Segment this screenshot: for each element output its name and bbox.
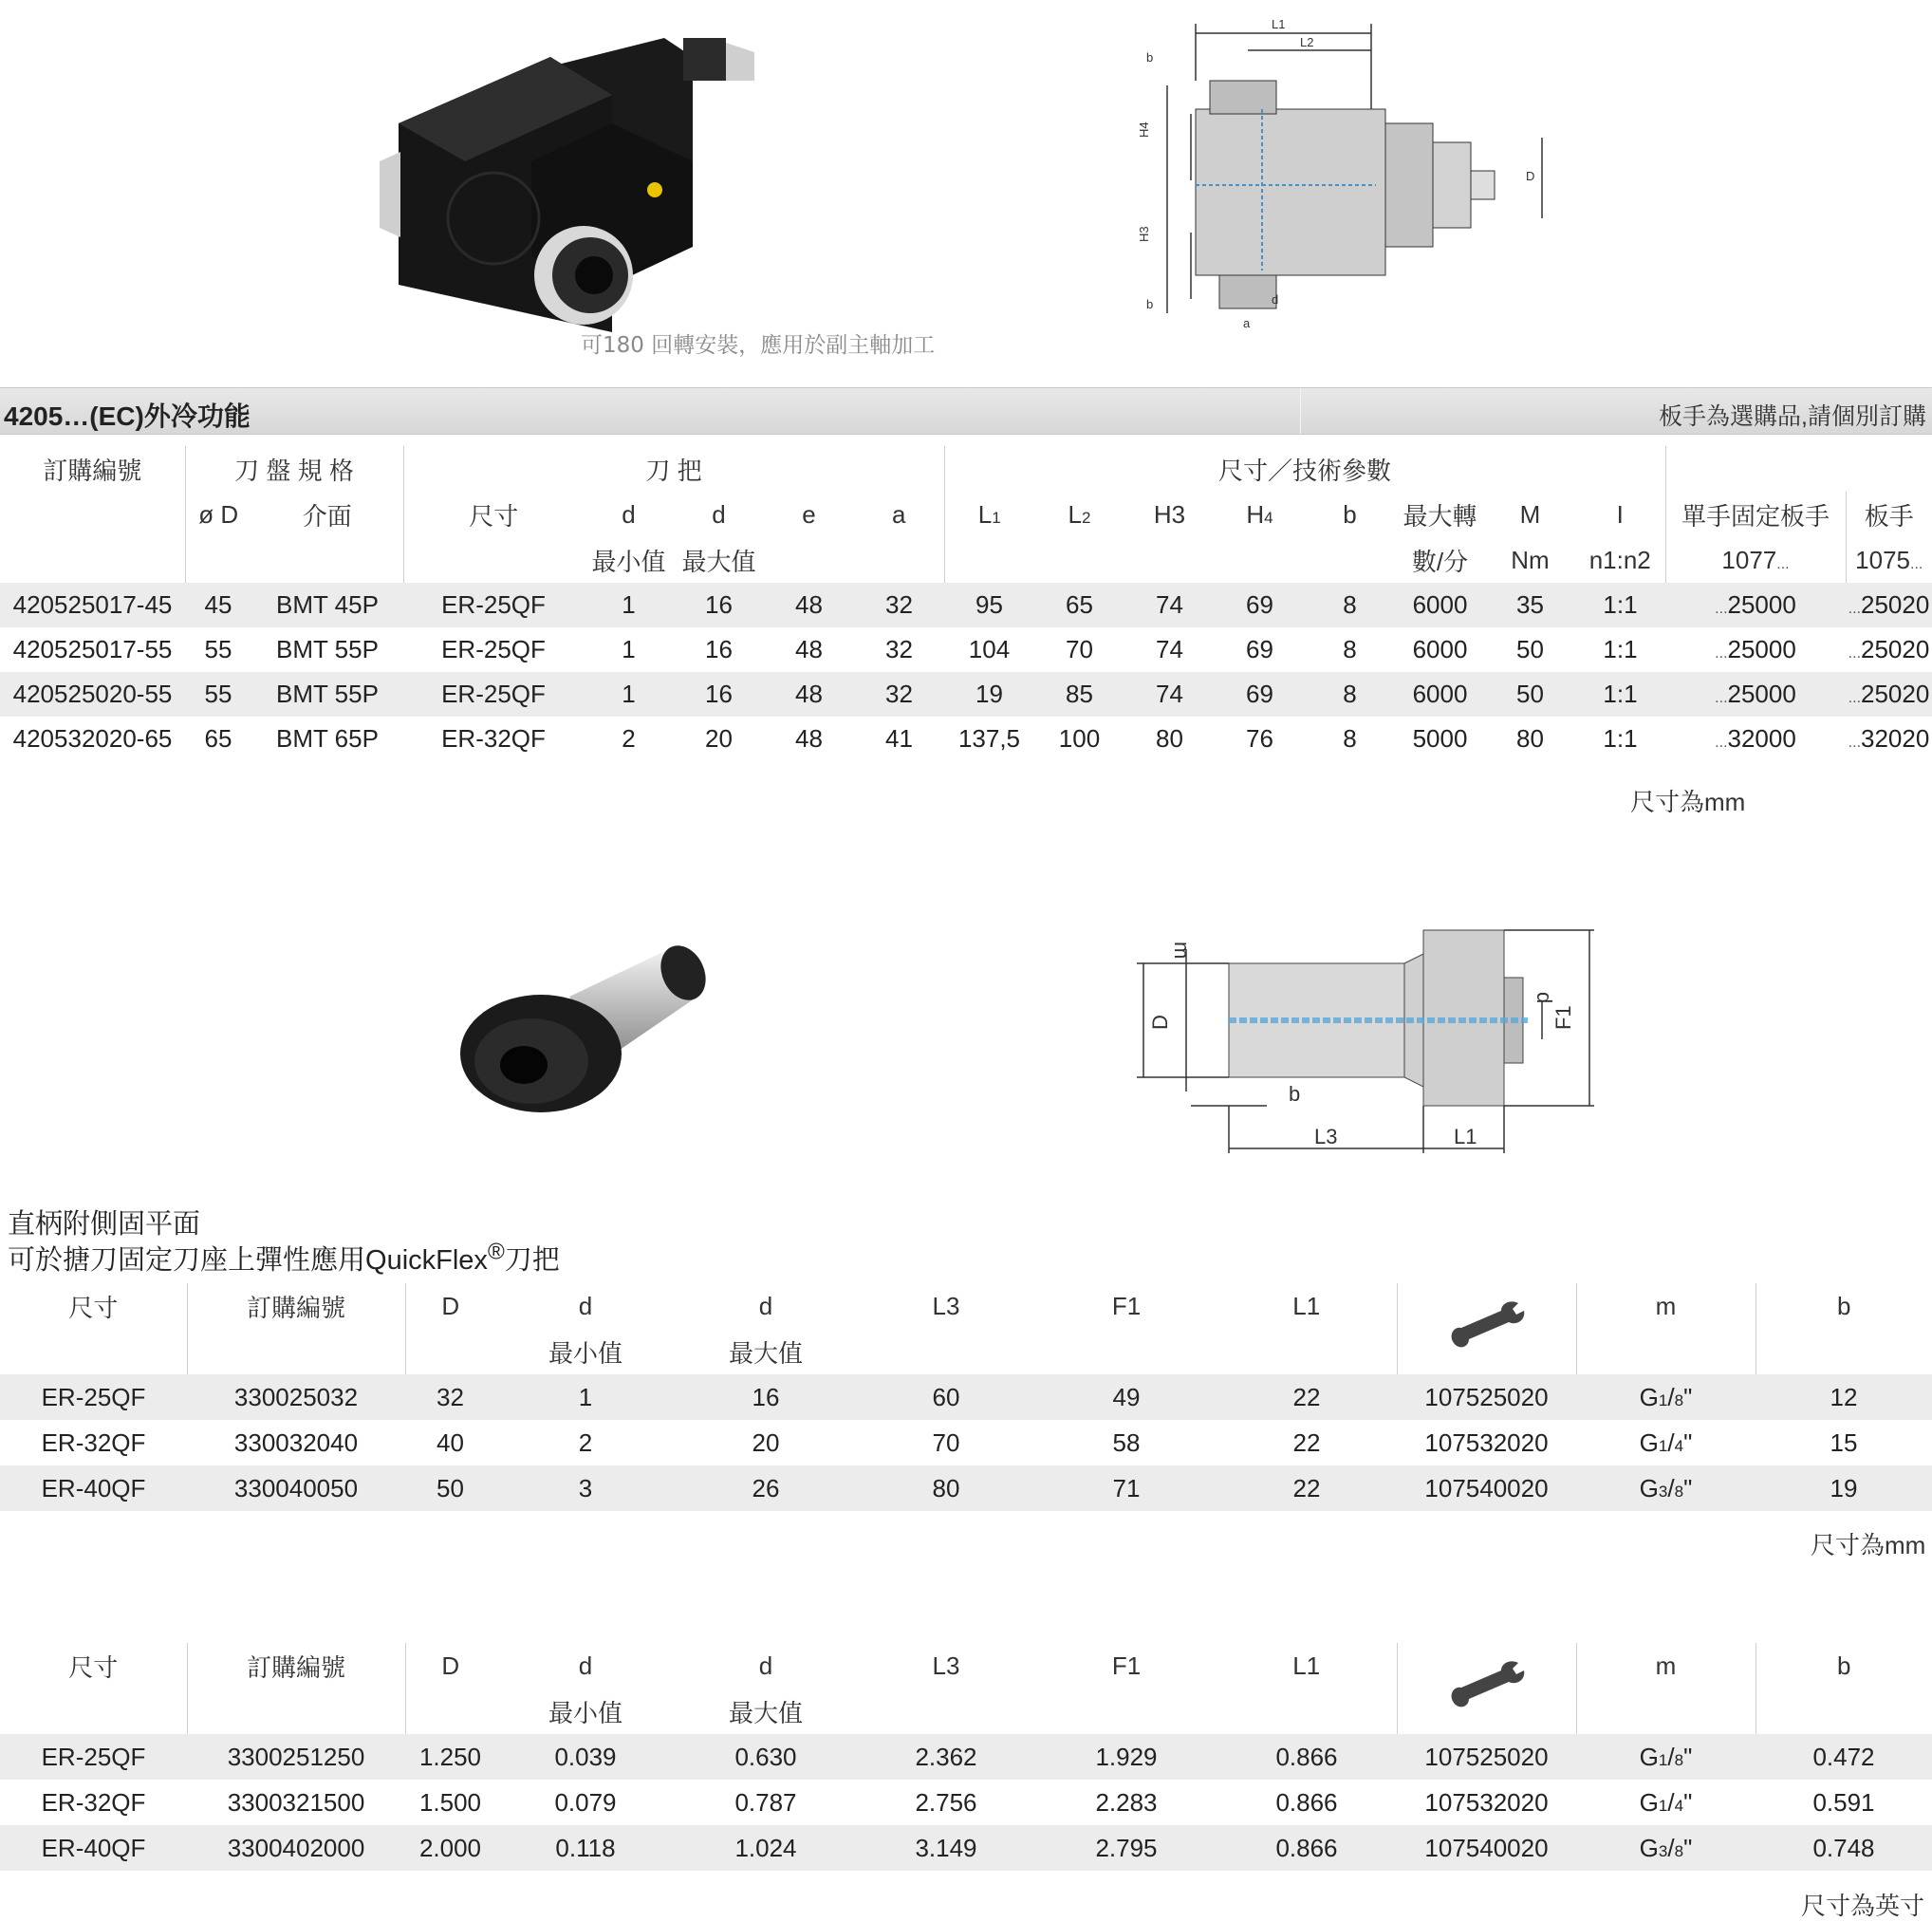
holder-spec-table	[0, 446, 1932, 761]
svg-text:L1: L1	[1272, 17, 1286, 31]
tool-holder-drawing	[1129, 14, 1585, 346]
label-min: 最小值	[591, 547, 666, 576]
col-a: a	[892, 499, 906, 529]
col-wrench2: 板手	[1846, 492, 1932, 537]
col-L2: L2	[1068, 499, 1091, 529]
unit-note-inch: 尺寸為英寸	[1801, 1892, 1925, 1920]
col-order-no: 訂購編號	[43, 456, 142, 485]
section-title: 4205…(EC)外冷功能	[4, 401, 251, 431]
col-phiD: ø D	[185, 492, 251, 537]
label-Nm: Nm	[1511, 545, 1550, 574]
col-size: 尺寸	[403, 492, 584, 537]
col-holder: 刀 把	[403, 446, 944, 492]
svg-text:L1: L1	[1454, 1125, 1477, 1148]
table-row: ER-25QF 3300251250 1.250 0.039 0.630 2.362 1.929 0.866 107525020 G1/8" 0.472	[0, 1734, 1932, 1780]
col-H3: H3	[1153, 499, 1186, 529]
table-row: 420525017-45 45 BMT 45P ER-25QF 1 16 48 32 95 65 74 69 8 6000 35 1:1 ...25000 ...25020	[0, 583, 1932, 627]
svg-text:L3: L3	[1314, 1125, 1338, 1148]
col-turret: 刀 盤 規 格	[185, 446, 403, 492]
label-rpm2: 數/分	[1411, 547, 1469, 576]
desc-line2: 可於搪刀固定刀座上彈性應用QuickFlex®刀把	[8, 1239, 560, 1276]
collet-inch-table: 尺寸 訂購編號 D d d L3 F1 L1 m b 最小值 最大值 ER-25QF 3300251250 1.250 0.039 0.630 2.362 1.929 0.866 107525020 G1/8" 0.472 ER-32QF 3300321500 1.500 0.079 0.787 2.756 2.283 0.866 107532020 G1/4" 0.591 ER-40QF 3300402000 2.000 0.118 1.024 3.149 2.795 0.866 107540020 G3/8" 0.748	[0, 1643, 1932, 1871]
col-e: e	[802, 499, 816, 529]
svg-text:F1: F1	[1551, 1005, 1575, 1030]
table-row: 420525017-55 55 BMT 55P ER-25QF 1 16 48 32 104 70 74 69 8 6000 50 1:1 ...25000 ...25020	[12, 635, 1930, 663]
col-L1: L1	[944, 492, 1034, 537]
label-ratio: n1:n2	[1588, 545, 1651, 574]
table-row: 420532020-65 65 BMT 65P ER-32QF 2 20 48 41 137,5 100 80 76 8 5000 80 1:1 ...32000 ...32020	[12, 724, 1930, 753]
svg-text:b: b	[1146, 50, 1154, 65]
table-row: 420525020-55 55 BMT 55P ER-25QF 1 16 48 32 19 85 74 69 8 6000 50 1:1 ...25000 ...25020	[0, 672, 1932, 717]
unit-note-mm-2: 尺寸為mm	[1811, 1531, 1926, 1559]
collet-holder-drawing	[1110, 911, 1604, 1167]
col-i: I	[1616, 499, 1624, 529]
label-1075: 1075...	[1846, 537, 1932, 583]
col-dmin: d	[622, 499, 636, 529]
col-dmax: d	[712, 499, 726, 529]
col-b: b	[1343, 499, 1357, 529]
wrench-icon	[1397, 1283, 1576, 1374]
svg-text:b: b	[1289, 1082, 1301, 1106]
label-1077: 1077...	[1665, 537, 1846, 583]
svg-text:m: m	[1170, 942, 1194, 960]
table-row: ER-32QF 3300321500 1.500 0.079 0.787 2.756 2.283 0.866 107532020 G1/4" 0.591	[41, 1787, 1875, 1817]
svg-text:a: a	[1243, 316, 1251, 330]
section-header-bar	[0, 387, 1932, 435]
table-row: ER-32QF 330032040 40 2 20 70 58 22 107532020 G1/4" 15	[41, 1428, 1858, 1457]
desc-line1: 直柄附側固平面	[8, 1209, 201, 1240]
table-row: ER-40QF 330040050 50 3 26 80 71 22 107540020 G3/8" 19	[0, 1465, 1932, 1511]
svg-text:D: D	[1148, 1015, 1172, 1030]
wrench-note: 板手為選購品,請個別訂購	[1659, 403, 1926, 430]
svg-text:H4: H4	[1137, 121, 1151, 138]
table-row: ER-40QF 3300402000 2.000 0.118 1.024 3.149 2.795 0.866 107540020 G3/8" 0.748	[0, 1825, 1932, 1871]
col-M: M	[1519, 499, 1541, 529]
svg-text:L2: L2	[1300, 35, 1314, 49]
svg-text:d: d	[1533, 992, 1556, 1004]
svg-text:d: d	[1272, 292, 1279, 307]
label-max: 最大值	[681, 547, 756, 576]
wrench-icon	[1397, 1643, 1576, 1734]
svg-text:b: b	[1146, 297, 1154, 311]
figure-caption: 可180 回轉安裝，應用於副主軸加工	[581, 333, 936, 358]
collet-holder-photo	[455, 940, 712, 1167]
svg-text:H3: H3	[1137, 226, 1151, 242]
col-H4: H4	[1246, 499, 1273, 529]
unit-note-mm: 尺寸為mm	[1630, 788, 1746, 816]
table-row: ER-25QF 330025032 32 1 16 60 49 22 107525020 G1/8" 12	[0, 1374, 1932, 1420]
collet-mm-table: 尺寸 訂購編號 D d d L3 F1 L1 m b 最小值 最大值 ER-25QF 330025032 32 1 16 60 49 22 107525020 G1/8" 12 ER-32QF 330032040 40 2 20 70 58 22 107532020 G1/4" 15 ER-40QF 330040050 50 3 26 80 71 22 107540020 G3/8" 19	[0, 1283, 1932, 1511]
col-interface: 介面	[302, 501, 352, 531]
col-wrench1: 單手固定板手	[1665, 492, 1846, 537]
col-dims: 尺寸／技術參數	[944, 446, 1665, 492]
col-rpm: 最大轉	[1403, 501, 1477, 531]
tool-holder-photo	[380, 19, 797, 342]
svg-text:D: D	[1526, 169, 1535, 183]
